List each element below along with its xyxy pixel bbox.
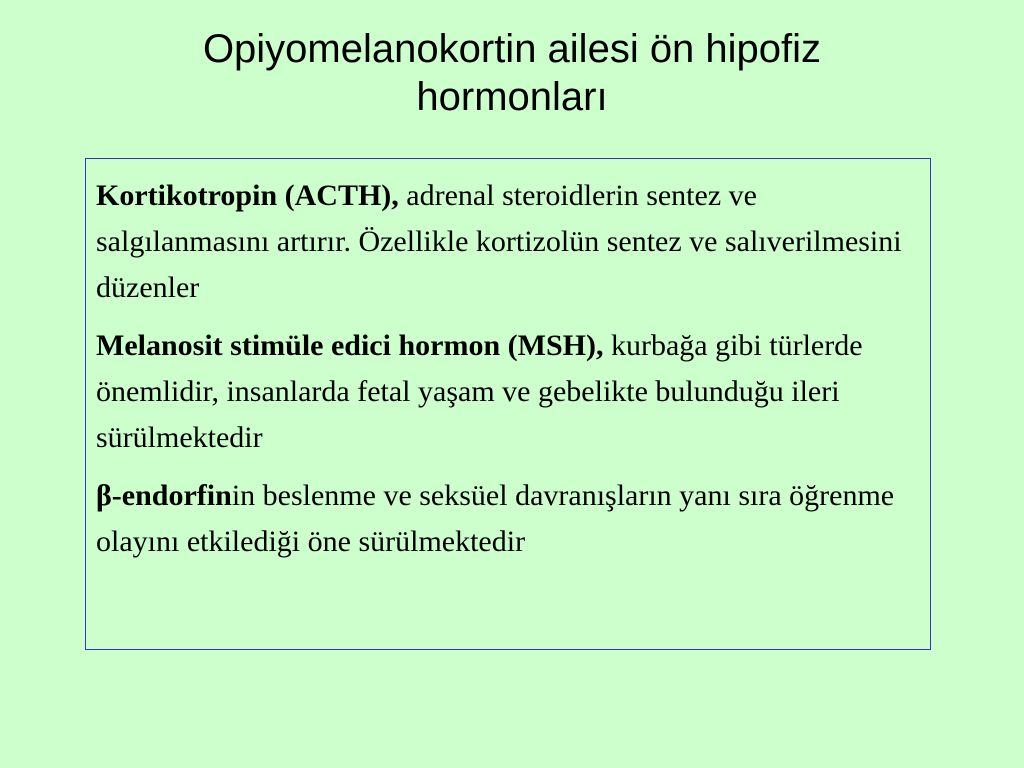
description-beta-endorphin: in beslenme ve seksüel davranışların yanı sıra öğrenme olayını etkilediği öne sürülmektedir xyxy=(96,479,895,558)
slide-title: Opiyomelanokortin ailesi ön hipofiz hormonları xyxy=(202,27,822,119)
content-box xyxy=(85,158,931,650)
paragraph-acth xyxy=(96,173,920,311)
term-beta-endorphin: β-endorfin xyxy=(96,479,232,512)
term-acth: Kortikotropin (ACTH), xyxy=(96,179,399,212)
term-msh: Melanosit stimüle edici hormon (MSH), xyxy=(96,329,604,362)
description-msh: kurbağa gibi türlerde önemlidir, insanlarda fetal yaşam ve gebelikte bulunduğu ileri sürülmektedir xyxy=(96,329,863,454)
paragraph-msh xyxy=(96,323,920,461)
description-acth: adrenal steroidlerin sentez ve salgılanmasını artırır. Özellikle kortizolün sentez ve salıverilmesini düzenler xyxy=(96,179,902,304)
paragraph-beta-endorphin xyxy=(96,473,920,565)
